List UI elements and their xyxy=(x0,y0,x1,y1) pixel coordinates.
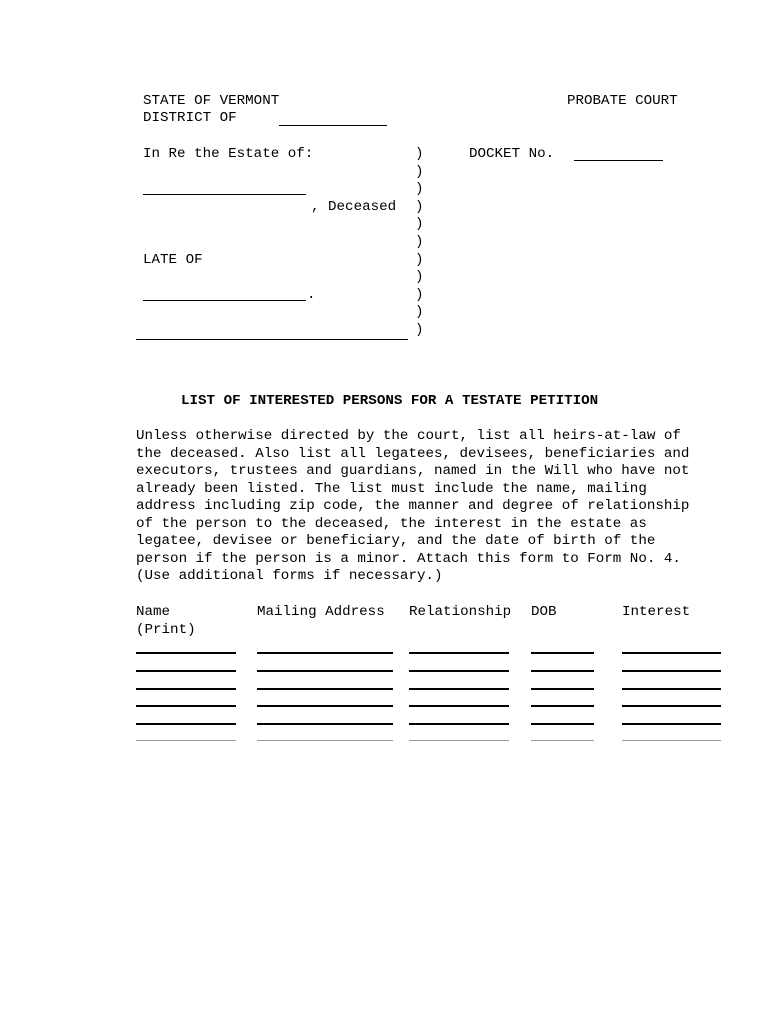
entry-blank-relationship[interactable] xyxy=(409,688,509,690)
entry-blank-relationship[interactable] xyxy=(409,740,509,741)
estate-label: In Re the Estate of: xyxy=(143,146,314,162)
entry-blank-interest[interactable] xyxy=(622,705,721,707)
paren: ) xyxy=(415,304,424,320)
paren: ) xyxy=(415,269,424,285)
paren: ) xyxy=(415,287,424,303)
entry-blank-mailing-address[interactable] xyxy=(257,723,393,725)
paren: ) xyxy=(415,234,424,250)
col-header-relationship: Relationship xyxy=(409,604,512,620)
entry-blank-dob[interactable] xyxy=(531,705,594,707)
docket-label: DOCKET No. xyxy=(469,146,555,162)
entry-blank-interest[interactable] xyxy=(622,723,721,725)
district-label: DISTRICT OF xyxy=(143,110,237,126)
entry-blank-relationship[interactable] xyxy=(409,670,509,672)
instructions-paragraph xyxy=(136,428,736,586)
instructions-line: already been listed. The list must include the name, mailing xyxy=(136,480,647,497)
decedent-name-blank[interactable] xyxy=(143,194,306,195)
instructions-line: of the person to the deceased, the interest in the estate as xyxy=(136,515,647,532)
deceased-label: , Deceased xyxy=(311,199,397,215)
entry-blank-relationship[interactable] xyxy=(409,705,509,707)
entry-blank-dob[interactable] xyxy=(531,670,594,672)
paren: ) xyxy=(415,181,424,197)
court-heading: PROBATE COURT xyxy=(567,93,678,109)
late-of-label: LATE OF xyxy=(143,252,203,268)
entry-blank-name[interactable] xyxy=(136,688,236,690)
district-blank[interactable] xyxy=(279,125,387,126)
col-header-name: Name xyxy=(136,604,171,620)
paren: ) xyxy=(415,252,424,268)
entry-blank-relationship[interactable] xyxy=(409,723,509,725)
entry-blank-relationship[interactable] xyxy=(409,652,509,654)
paren: ) xyxy=(415,164,424,180)
entry-blank-interest[interactable] xyxy=(622,670,721,672)
entry-blank-dob[interactable] xyxy=(531,723,594,725)
entry-blank-name[interactable] xyxy=(136,723,236,725)
entry-blank-interest[interactable] xyxy=(622,652,721,654)
instructions-line: executors, trustees and guardians, named in the Will who have not xyxy=(136,463,690,479)
col-header-mailing-address: Mailing Address xyxy=(257,604,385,620)
entry-blank-mailing-address[interactable] xyxy=(257,688,393,690)
entry-blank-name[interactable] xyxy=(136,705,236,707)
entry-blank-mailing-address[interactable] xyxy=(257,652,393,654)
entry-blank-dob[interactable] xyxy=(531,688,594,690)
paren: ) xyxy=(415,216,424,232)
instructions-line: person if the person is a minor. Attach this form to Form No. 4. xyxy=(136,550,681,567)
form-title: LIST OF INTERESTED PERSONS FOR A TESTATE PETITION xyxy=(181,393,599,409)
paren: ) xyxy=(415,322,424,338)
entry-blank-interest[interactable] xyxy=(622,740,721,741)
entry-blank-name[interactable] xyxy=(136,670,236,672)
instructions-line: (Use additional forms if necessary.) xyxy=(136,568,443,584)
instructions-line: the deceased. Also list all legatees, devisees, beneficiaries and xyxy=(136,445,690,462)
entry-blank-name[interactable] xyxy=(136,740,236,741)
docket-blank[interactable] xyxy=(574,160,663,161)
entry-blank-mailing-address[interactable] xyxy=(257,705,393,707)
state-heading: STATE OF VERMONT xyxy=(143,93,280,109)
col-header-dob: DOB xyxy=(531,604,557,620)
late-of-period: . xyxy=(307,287,316,303)
late-of-blank[interactable] xyxy=(143,300,306,301)
paren: ) xyxy=(415,146,424,162)
entry-blank-dob[interactable] xyxy=(531,652,594,654)
caption-bottom-line xyxy=(136,339,408,340)
instructions-line: legatee, devisee or beneficiary, and the date of birth of the xyxy=(136,533,656,549)
entry-blank-mailing-address[interactable] xyxy=(257,670,393,672)
col-header-name-sublabel: (Print) xyxy=(136,622,196,638)
instructions-line: address including zip code, the manner and degree of relationship xyxy=(136,498,690,514)
paren: ) xyxy=(415,199,424,215)
entry-blank-mailing-address[interactable] xyxy=(257,740,393,741)
instructions-line: Unless otherwise directed by the court, list all heirs-at-law of xyxy=(136,428,681,444)
entry-blank-interest[interactable] xyxy=(622,688,721,690)
entry-blank-dob[interactable] xyxy=(531,740,594,741)
entry-blank-name[interactable] xyxy=(136,652,236,654)
col-header-interest: Interest xyxy=(622,604,691,620)
